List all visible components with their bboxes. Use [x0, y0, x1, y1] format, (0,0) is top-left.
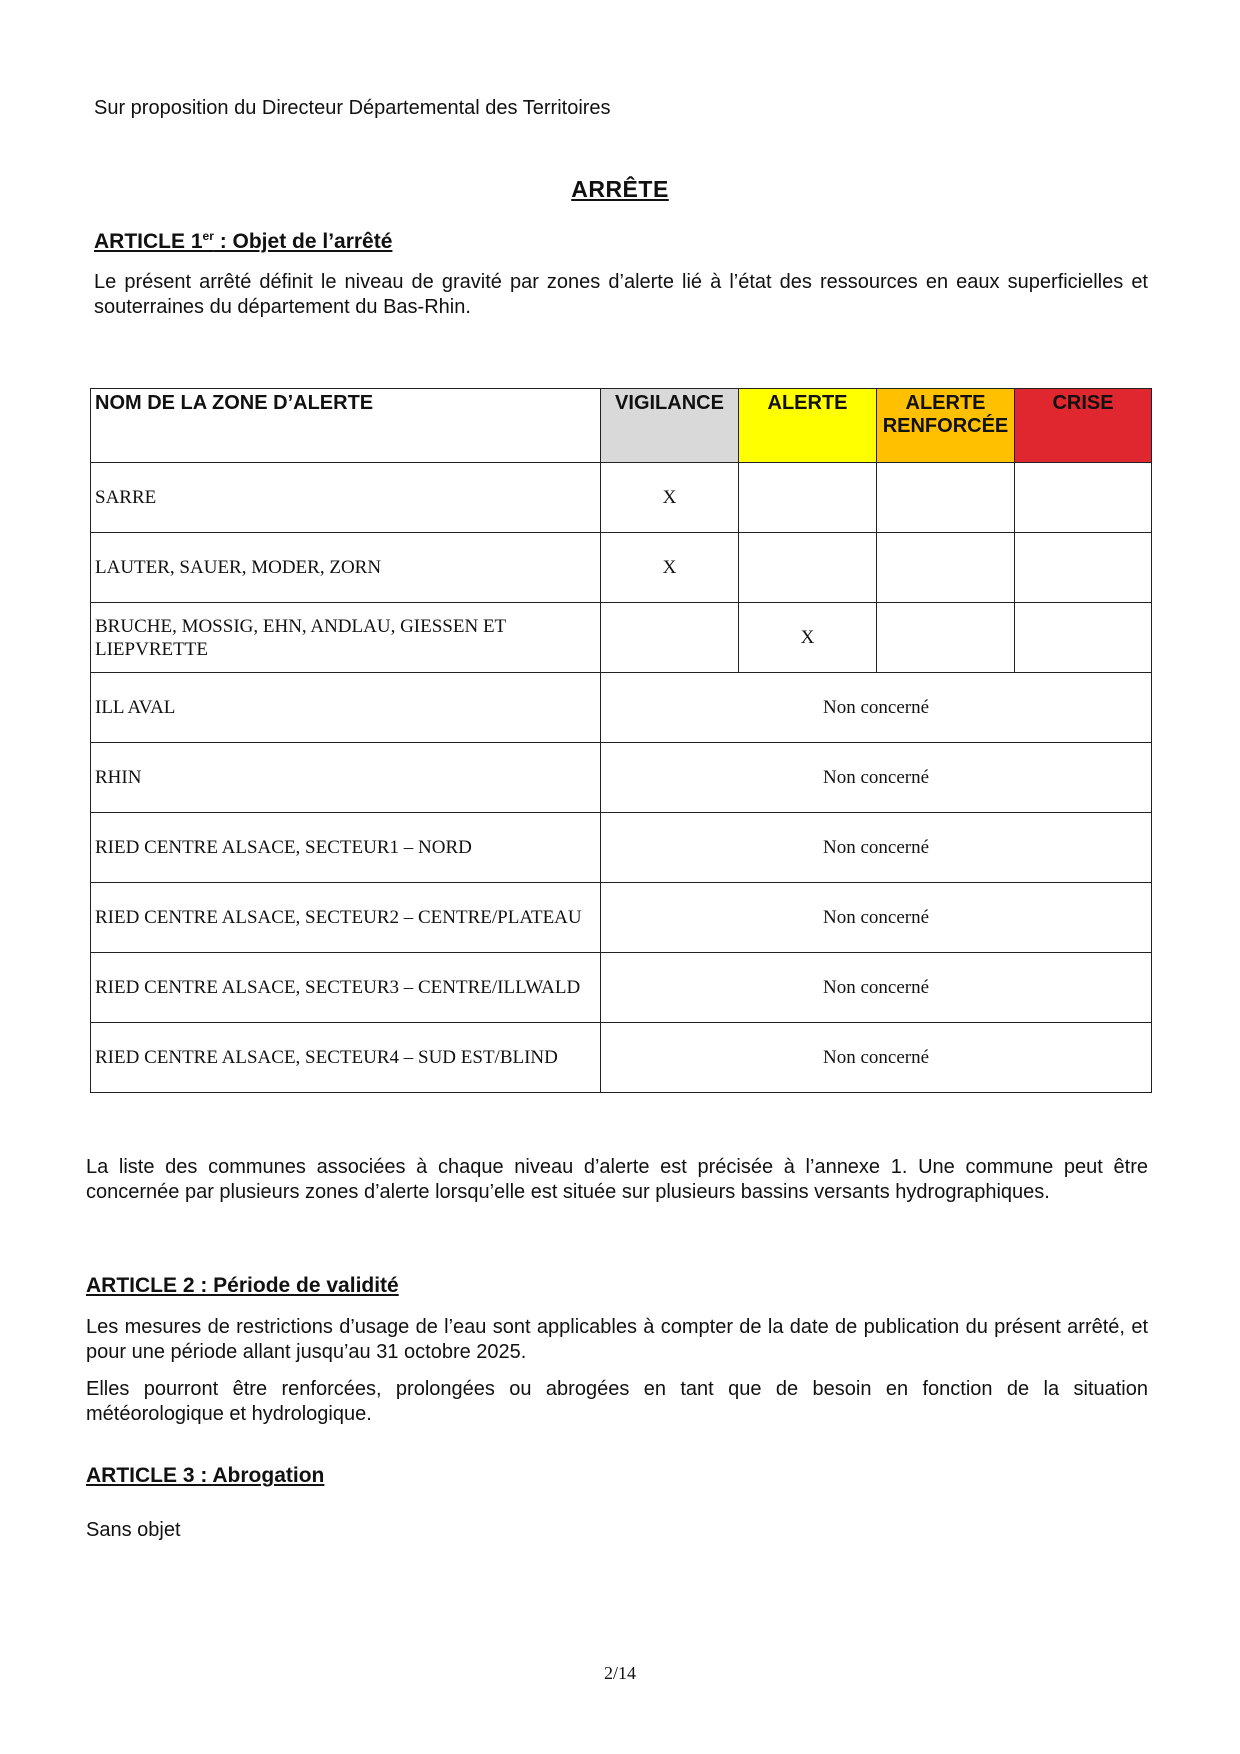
vigilance-cell: X — [601, 463, 739, 533]
header-alerte-renforcee: ALERTE RENFORCÉE — [877, 389, 1015, 463]
table-row — [91, 1023, 1152, 1093]
zone-name-cell: RIED CENTRE ALSACE, SECTEUR4 – SUD EST/BLIND — [91, 1023, 601, 1093]
page-title: ARRÊTE — [571, 176, 669, 202]
alerte-renforcee-cell — [877, 463, 1015, 533]
table-row — [91, 953, 1152, 1023]
intro-line: Sur proposition du Directeur Départemental des Territoires — [94, 97, 611, 119]
zone-name-cell: LAUTER, SAUER, MODER, ZORN — [91, 533, 601, 603]
article-3-text: Sans objet — [86, 1519, 181, 1541]
zone-name-cell: RIED CENTRE ALSACE, SECTEUR2 – CENTRE/PLATEAU — [91, 883, 601, 953]
status-cell: Non concerné — [601, 743, 1152, 813]
table-row — [91, 813, 1152, 883]
page-number: 2/14 — [603, 1663, 636, 1683]
status-cell: Non concerné — [601, 883, 1152, 953]
article-1-heading-suffix: : Objet de l’arrêté — [213, 230, 393, 253]
alerte-cell — [739, 533, 877, 603]
table-row — [91, 673, 1152, 743]
header-zone-name: NOM DE LA ZONE D’ALERTE — [91, 389, 601, 463]
after-table-text: La liste des communes associées à chaque niveau d’alerte est précisée à l’annexe 1. Une commune peut être concernée par plusieurs zones d’alerte lorsqu’elle est située sur plusieurs bassins versants hydrographiques. — [86, 1156, 1148, 1203]
article-3-heading: ARTICLE 3 : Abrogation — [86, 1464, 325, 1487]
header-crise: CRISE — [1015, 389, 1152, 463]
table-row — [91, 743, 1152, 813]
zone-name-cell: ILL AVAL — [91, 673, 601, 743]
zone-name-cell: SARRE — [91, 463, 601, 533]
status-cell: Non concerné — [601, 673, 1152, 743]
table-row — [91, 463, 1152, 533]
crise-cell — [1015, 603, 1152, 673]
table-row — [91, 883, 1152, 953]
header-vigilance: VIGILANCE — [601, 389, 739, 463]
vigilance-cell: X — [601, 533, 739, 603]
article-1-text: Le présent arrêté définit le niveau de gravité par zones d’alerte lié à l’état des ressources en eaux superficielles et souterraines du département du Bas-Rhin. — [94, 271, 1148, 318]
zone-name-cell: RIED CENTRE ALSACE, SECTEUR1 – NORD — [91, 813, 601, 883]
article-2-paragraph-1: Les mesures de restrictions d’usage de l’eau sont applicables à compter de la date de publication du présent arrêté, et pour une période allant jusqu’au 31 octobre 2025. — [86, 1316, 1148, 1363]
alerte-cell — [739, 463, 877, 533]
alert-zones-table — [90, 388, 1152, 1093]
article-1-heading — [94, 229, 392, 254]
status-cell: Non concerné — [601, 813, 1152, 883]
status-cell: Non concerné — [601, 953, 1152, 1023]
alerte-renforcee-cell — [877, 533, 1015, 603]
alerte-cell: X — [739, 603, 877, 673]
article-2-heading: ARTICLE 2 : Période de validité — [86, 1274, 399, 1297]
alerte-renforcee-cell — [877, 603, 1015, 673]
crise-cell — [1015, 533, 1152, 603]
table-header-row — [91, 389, 1152, 463]
article-2-paragraph-2: Elles pourront être renforcées, prolongées ou abrogées en tant que de besoin en fonction de la situation météorologique et hydrologique. — [86, 1378, 1148, 1425]
header-alerte: ALERTE — [739, 389, 877, 463]
vigilance-cell — [601, 603, 739, 673]
table-row — [91, 603, 1152, 673]
article-1-heading-prefix: ARTICLE 1 — [94, 230, 203, 253]
zone-name-cell: BRUCHE, MOSSIG, EHN, ANDLAU, GIESSEN ET LIEPVRETTE — [91, 603, 601, 673]
zone-name-cell: RIED CENTRE ALSACE, SECTEUR3 – CENTRE/ILLWALD — [91, 953, 601, 1023]
article-1-heading-sup: er — [202, 229, 214, 243]
status-cell: Non concerné — [601, 1023, 1152, 1093]
zone-name-cell: RHIN — [91, 743, 601, 813]
table-row — [91, 533, 1152, 603]
crise-cell — [1015, 463, 1152, 533]
